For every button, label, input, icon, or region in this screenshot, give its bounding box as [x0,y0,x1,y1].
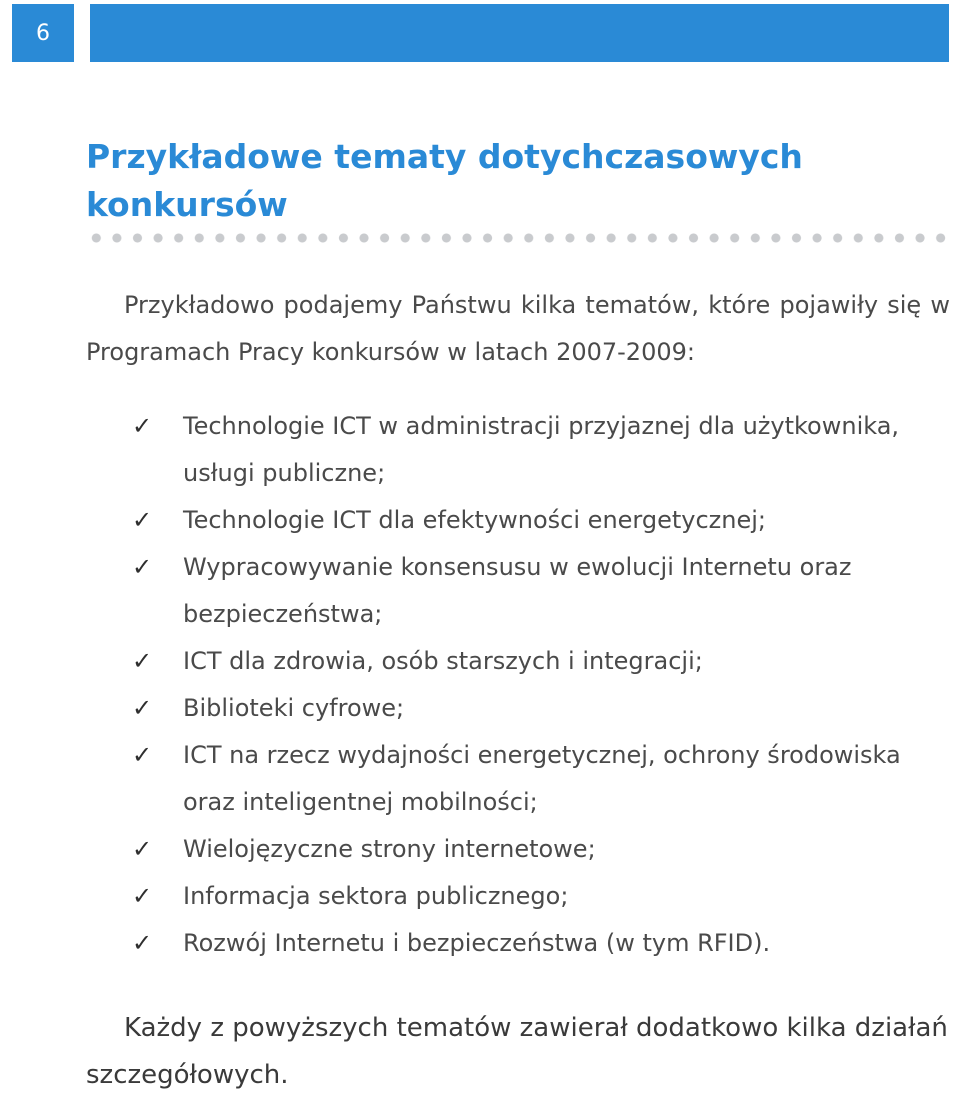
checkmark-icon: ✓ [132,929,153,957]
page-number: 6 [12,4,74,62]
dotted-divider [86,232,950,244]
checkmark-icon: ✓ [132,835,153,863]
summary-paragraph: Każdy z powyższych tematów zawierał dodatkowo kilka działań szczegółowych. [86,1013,948,1090]
page-title: Przykładowe tematy dotychczasowych konkursów [86,137,803,224]
topic-text: Technologie ICT dla efektywności energetycznej; [183,506,766,534]
checkmark-icon: ✓ [132,553,153,581]
list-item [132,497,952,544]
list-item [132,638,952,685]
checkmark-icon: ✓ [132,647,153,675]
topic-text: ICT dla zdrowia, osób starszych i integracji; [183,647,703,675]
page-header [12,4,949,62]
checkmark-icon: ✓ [132,882,153,910]
topic-text: Wypracowywanie konsensusu w ewolucji Internetu oraz bezpieczeństwa; [183,553,852,628]
checkmark-icon: ✓ [132,412,153,440]
topic-text: Wielojęzyczne strony internetowe; [183,835,596,863]
topic-text: Biblioteki cyfrowe; [183,694,405,722]
checkmark-icon: ✓ [132,741,153,769]
header-bar [90,4,949,62]
checkmark-icon: ✓ [132,694,153,722]
topic-list [132,403,952,967]
topic-text: ICT na rzecz wydajności energetycznej, ochrony środowiska oraz inteligentnej mobilności; [183,741,901,816]
list-item [132,685,952,732]
list-item [132,873,952,920]
topic-text: Technologie ICT w administracji przyjaznej dla użytkownika, usługi publiczne; [183,412,900,487]
list-item [132,826,952,873]
topic-text: Rozwój Internetu i bezpieczeństwa (w tym RFID). [183,929,771,957]
list-item [132,920,952,967]
list-item [132,544,952,638]
checkmark-icon: ✓ [132,506,153,534]
intro-paragraph: Przykładowo podajemy Państwu kilka tematów, które pojawiły się w Programach Pracy konkursów w latach 2007-2009: [86,291,950,366]
list-item [132,732,952,826]
list-item [132,403,952,497]
topic-text: Informacja sektora publicznego; [183,882,569,910]
